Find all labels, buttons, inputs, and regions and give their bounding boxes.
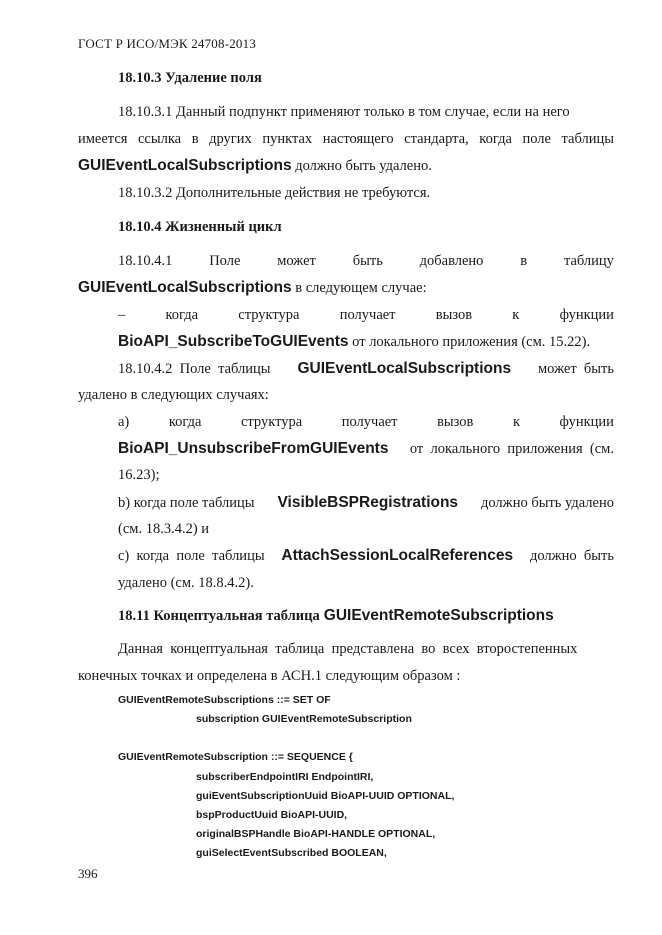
- text: с) когда поле таблицы: [118, 548, 265, 564]
- table-name-term: GUIEventLocalSubscriptions: [297, 360, 512, 377]
- section-heading-18-10-4: 18.10.4 Жизненный цикл: [118, 219, 282, 235]
- word: к: [512, 307, 520, 323]
- text: Данная концептуальная таблица представлена во всех второстепенных: [118, 641, 578, 657]
- text: b) когда поле таблицы: [118, 495, 255, 511]
- item-b-line2: (см. 18.3.4.2) и: [118, 521, 210, 537]
- para-18-10-3-2: 18.10.3.2 Дополнительные действия не требуются.: [118, 185, 431, 201]
- word: быть: [352, 253, 383, 269]
- asn-field: guiEventSubscriptionUuid BioAPI-UUID OPTIONAL,: [196, 790, 455, 802]
- item-a-line3: 16.23);: [118, 467, 160, 483]
- item-c-line2: удалено (см. 18.8.4.2).: [118, 575, 254, 591]
- text: может быть: [538, 361, 614, 377]
- word: поле: [522, 131, 551, 147]
- word: вызов: [435, 307, 473, 323]
- table-name-term: GUIEventRemoteSubscriptions: [323, 607, 554, 624]
- item-b-line1: [118, 494, 614, 512]
- word: когда: [168, 414, 202, 430]
- text: 18.10.4.2 Поле таблицы: [118, 361, 271, 377]
- table-name-term: AttachSessionLocalReferences: [281, 547, 514, 564]
- section-heading-18-11: [118, 607, 554, 625]
- asn-line: GUIEventRemoteSubscription ::= SEQUENCE {: [118, 751, 353, 763]
- word: имеется: [78, 131, 128, 147]
- word: ссылка: [138, 131, 182, 147]
- word: получает: [339, 307, 396, 323]
- word: других: [209, 131, 252, 147]
- item-a-line1: [118, 414, 614, 431]
- word: вызов: [437, 414, 474, 430]
- word: в: [191, 131, 199, 147]
- asn-line: subscription GUIEventRemoteSubscription: [196, 713, 412, 725]
- word: в: [520, 253, 528, 269]
- asn-field: guiSelectEventSubscribed BOOLEAN,: [196, 847, 387, 859]
- document-header: ГОСТ Р ИСО/МЭК 24708-2013: [78, 36, 257, 51]
- text: должно быть удалено: [481, 495, 614, 511]
- section-heading-18-10-3: 18.10.3 Удаление поля: [118, 70, 262, 86]
- word: пунктах: [262, 131, 313, 147]
- word: таблицу: [563, 253, 614, 269]
- word: а): [118, 414, 130, 430]
- word: стандарта,: [404, 131, 469, 147]
- text: от локального приложения (см.: [409, 441, 614, 457]
- word: –: [118, 307, 126, 323]
- para-18-10-4-2-line1: [118, 360, 614, 378]
- table-name-term: GUIEventLocalSubscriptions: [78, 279, 292, 296]
- word: 18.10.4.1: [118, 253, 173, 269]
- text: должно быть: [529, 548, 614, 564]
- dash-item-line2: [118, 333, 590, 351]
- item-c-line1: [118, 547, 614, 565]
- word: структура: [238, 307, 300, 323]
- word: функции: [559, 414, 614, 430]
- word: добавлено: [419, 253, 484, 269]
- para-18-10-3-1-line3: [78, 157, 432, 175]
- dash-item-line1: [118, 307, 614, 324]
- para-18-10-4-1-line1: [118, 253, 614, 270]
- function-name-term: BioAPI_SubscribeToGUIEvents: [118, 333, 349, 350]
- heading-text: 18.11 Концептуальная таблица: [118, 608, 320, 624]
- word: получает: [341, 414, 398, 430]
- para-18-10-3-1-line2: [78, 131, 614, 148]
- word: функции: [559, 307, 614, 323]
- table-name-term: GUIEventLocalSubscriptions: [78, 157, 292, 174]
- para-18-10-4-1-line2: [78, 279, 427, 297]
- word: структура: [240, 414, 303, 430]
- item-a-line2: [118, 440, 614, 458]
- page-number: 396: [78, 866, 98, 881]
- table-name-term: VisibleBSPRegistrations: [277, 494, 459, 511]
- asn-field: subscriberEndpointIRI EndpointIRI,: [196, 771, 374, 783]
- asn-field: originalBSPHandle BioAPI-HANDLE OPTIONAL,: [196, 828, 436, 840]
- word: настоящего: [322, 131, 394, 147]
- word: Поле: [209, 253, 241, 269]
- word: таблицы: [561, 131, 614, 147]
- para-18-11-line2: конечных точках и определена в АСН.1 следующим образом :: [78, 668, 461, 684]
- para-18-11-line1: [118, 641, 577, 658]
- text: в следующем случае:: [295, 280, 427, 296]
- word: когда: [165, 307, 199, 323]
- function-name-term: BioAPI_UnsubscribeFromGUIEvents: [118, 440, 389, 457]
- asn-line: GUIEventRemoteSubscriptions ::= SET OF: [118, 694, 331, 706]
- text: от локального приложения (см. 15.22).: [352, 334, 591, 350]
- word: может: [277, 253, 316, 269]
- asn-field: bspProductUuid BioAPI-UUID,: [196, 809, 348, 821]
- para-18-10-3-1-line1: 18.10.3.1 Данный подпункт применяют только в том случае, если на него: [118, 104, 570, 120]
- text: должно быть удалено.: [295, 158, 432, 174]
- para-18-10-4-2-line2: удалено в следующих случаях:: [78, 387, 269, 403]
- word: когда: [479, 131, 512, 147]
- word: к: [512, 414, 520, 430]
